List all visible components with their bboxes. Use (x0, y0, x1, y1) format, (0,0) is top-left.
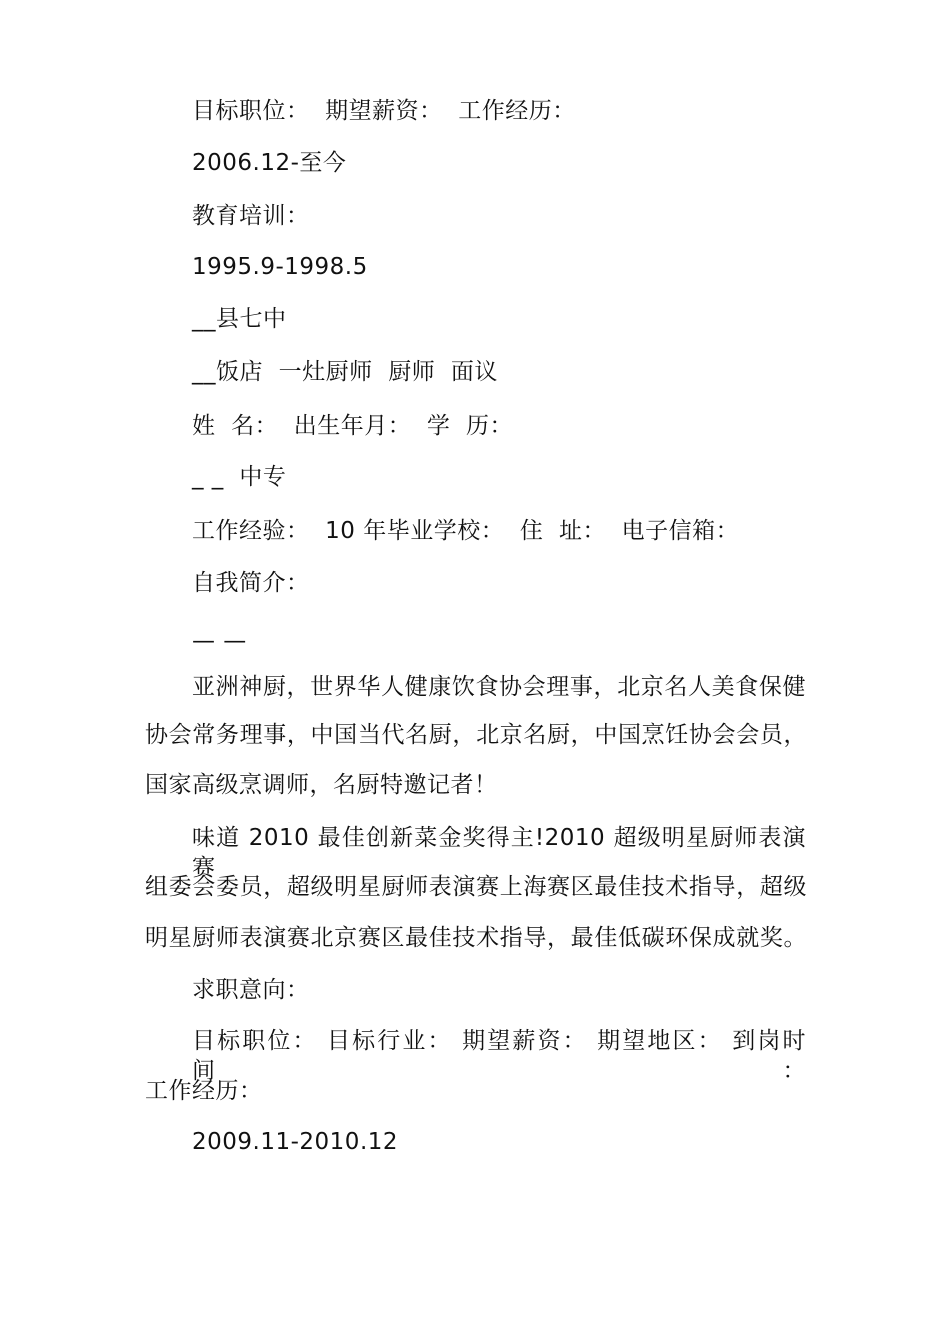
self-intro-label: 自我简介： (192, 570, 310, 596)
award-paragraph-line-3: 明星厨师表演赛北京赛区最佳技术指导，最佳低碳环保成就奖。 (145, 925, 807, 951)
job-intent-heading: 求职意向： (192, 977, 310, 1003)
dash-line: — — (192, 628, 247, 654)
intro-paragraph-line-2: 协会常务理事，中国当代名厨，北京名厨，中国烹饪协会会员， (145, 722, 807, 748)
education-label: 教育培训： (192, 203, 310, 229)
education-level-line: _ _ 中专 (192, 464, 287, 490)
experience-school-address-email-line: 工作经验： 10 年毕业学校： 住 址： 电子信箱： (192, 518, 740, 544)
job-intent-fields-line: 目标职位： 目标行业： 期望薪资： 期望地区： 到岗时间： (192, 1028, 806, 1084)
award-paragraph-line-2: 组委会委员，超级明星厨师表演赛上海赛区最佳技术指导，超级 (145, 874, 807, 900)
work-history-label: 工作经历： (145, 1078, 263, 1104)
school-line: __县七中 (192, 306, 287, 332)
name-birth-education-line: 姓 名： 出生年月： 学 历： (192, 413, 513, 439)
job-line: __饭店 一灶厨师 厨师 面议 (192, 359, 498, 385)
target-position-salary-history-line: 目标职位： 期望薪资： 工作经历： (192, 98, 576, 124)
intro-paragraph-line-1: 亚洲神厨，世界华人健康饮食协会理事，北京名人美食保健 (192, 674, 806, 700)
intro-paragraph-line-3: 国家高级烹调师，名厨特邀记者！ (145, 772, 498, 798)
education-period-line: 1995.9-1998.5 (192, 254, 368, 280)
award-paragraph-line-1: 味道 2010 最佳创新菜金奖得主!2010 超级明星厨师表演赛 (192, 825, 806, 881)
work-history-period: 2009.11-2010.12 (192, 1129, 399, 1155)
work-period-line: 2006.12-至今 (192, 150, 347, 176)
